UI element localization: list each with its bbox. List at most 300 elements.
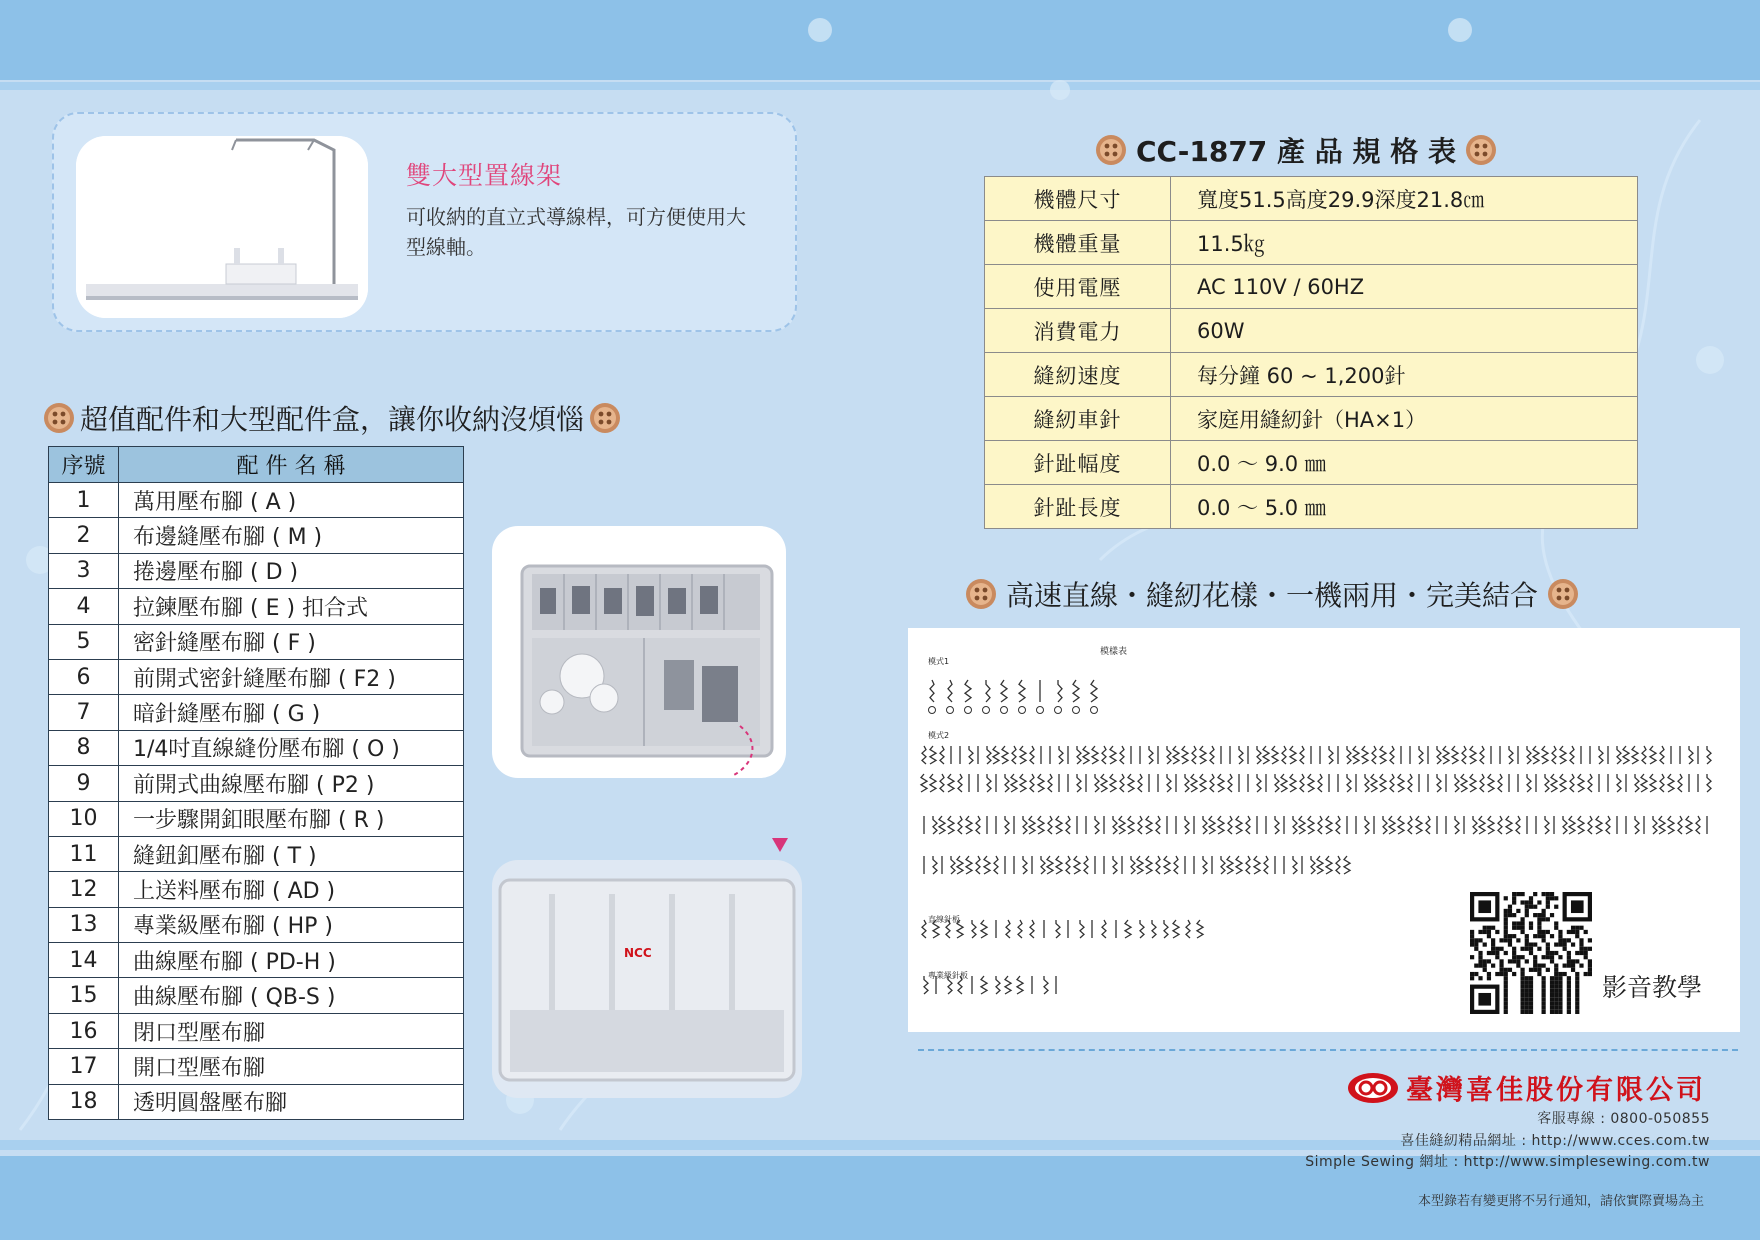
stitch-glyph bbox=[1473, 816, 1477, 834]
stitch-glyph bbox=[987, 746, 991, 764]
stitch-glyph bbox=[981, 976, 987, 994]
stitch-glyph bbox=[1365, 816, 1369, 834]
stitch-glyph bbox=[1617, 774, 1621, 792]
row-name: 上送料壓布腳 ( AD ) bbox=[119, 872, 464, 907]
stitch-glyph bbox=[1488, 774, 1494, 792]
thread-stand-card bbox=[52, 112, 797, 332]
stitch-glyph bbox=[969, 746, 973, 764]
spec-row bbox=[985, 397, 1638, 441]
stitch-glyph bbox=[930, 746, 936, 764]
stitch-glyph bbox=[1029, 816, 1035, 834]
stitch-glyph bbox=[1020, 746, 1026, 764]
table-row bbox=[49, 801, 464, 836]
row-name: 閉口型壓布腳 bbox=[119, 1013, 464, 1048]
stitch-glyph bbox=[1527, 746, 1531, 764]
stitch-glyph bbox=[1488, 816, 1494, 834]
row-name: 前開式曲線壓布腳 ( P2 ) bbox=[119, 766, 464, 801]
row-name: 一步驟開釦眼壓布腳 ( R ) bbox=[119, 801, 464, 836]
stitch-glyph bbox=[1455, 774, 1459, 792]
row-number: 13 bbox=[49, 907, 119, 942]
stitch-glyph bbox=[1560, 774, 1566, 792]
stitch-glyph bbox=[1246, 856, 1250, 874]
row-name: 開口型壓布腳 bbox=[119, 1049, 464, 1084]
stitch-glyph bbox=[1044, 976, 1048, 994]
stitch-glyph bbox=[1516, 816, 1520, 834]
stitch-glyph bbox=[1362, 746, 1368, 764]
stitch-glyph bbox=[1119, 816, 1125, 834]
row-number: 8 bbox=[49, 730, 119, 765]
stitch-glyph bbox=[1200, 774, 1206, 792]
spec-value: AC 110V / 60HZ bbox=[1171, 265, 1638, 309]
spec-value: 60W bbox=[1171, 309, 1638, 353]
row-name: 暗針縫壓布腳 ( G ) bbox=[119, 695, 464, 730]
stitch-glyph bbox=[1113, 856, 1117, 874]
spec-key: 機體尺寸 bbox=[985, 177, 1171, 221]
row-number: 15 bbox=[49, 978, 119, 1013]
stitch-glyph bbox=[1197, 920, 1203, 938]
stitch-glyph bbox=[1186, 920, 1190, 938]
simplesewing-website-link[interactable]: Simple Sewing 網址 : http://www.simplesewing.com.tw bbox=[1305, 1154, 1710, 1170]
spec-row bbox=[985, 309, 1638, 353]
stitch-glyph bbox=[1455, 816, 1459, 834]
stitch-glyph bbox=[1498, 774, 1502, 792]
stitch-glyph bbox=[1606, 816, 1610, 834]
stitch-glyph bbox=[1006, 920, 1010, 938]
spec-heading bbox=[1094, 130, 1498, 170]
stitch-glyph bbox=[1246, 816, 1250, 834]
straight-plate-label: 直線針板 bbox=[928, 915, 960, 924]
stitch-glyph bbox=[946, 920, 950, 938]
stitch-glyph bbox=[1077, 774, 1081, 792]
stitch-glyph bbox=[1641, 774, 1647, 792]
spec-value: 家庭用縫紉針（HA×1） bbox=[1171, 397, 1638, 441]
stitch-glyph bbox=[1023, 816, 1027, 834]
row-number: 11 bbox=[49, 836, 119, 871]
stitch-glyph bbox=[933, 856, 937, 874]
row-name: 萬用壓布腳 ( A ) bbox=[119, 483, 464, 518]
accessory-box-open-photo bbox=[492, 526, 786, 778]
stitch-glyph bbox=[1563, 816, 1567, 834]
stitch-glyph bbox=[1308, 774, 1314, 792]
stitch-glyph bbox=[1498, 816, 1502, 834]
stitch-glyph bbox=[1023, 856, 1027, 874]
stitch-glyph bbox=[1048, 774, 1052, 792]
stitch-glyph bbox=[1275, 774, 1279, 792]
thread-stand-photo bbox=[76, 136, 368, 318]
stitch-glyph bbox=[1210, 746, 1214, 764]
stitch-glyph bbox=[1311, 856, 1315, 874]
stitch-number-marker bbox=[1091, 707, 1098, 714]
stitch-glyph bbox=[1200, 746, 1206, 764]
stitch-glyph bbox=[1461, 774, 1467, 792]
spec-key: 針趾幅度 bbox=[985, 441, 1171, 485]
stitch-glyph bbox=[1005, 774, 1009, 792]
stitch-number-marker bbox=[1019, 707, 1026, 714]
stitch-glyph bbox=[1174, 856, 1178, 874]
stitch-glyph bbox=[1228, 774, 1232, 792]
pro-plate-label: 專業級針板 bbox=[928, 971, 968, 980]
stitch-glyph bbox=[1203, 856, 1207, 874]
spec-key: 針趾長度 bbox=[985, 485, 1171, 529]
stitch-glyph bbox=[1372, 746, 1376, 764]
stitch-glyph bbox=[972, 920, 976, 938]
stitch-glyph bbox=[1300, 774, 1304, 792]
spec-table-body bbox=[985, 177, 1638, 529]
stitch-glyph bbox=[1080, 920, 1084, 938]
stitch-glyph bbox=[1689, 746, 1693, 764]
stitch-glyph bbox=[1326, 816, 1332, 834]
table-row bbox=[49, 836, 464, 871]
stitch-glyph bbox=[1173, 746, 1179, 764]
spec-value: 0.0 ～ 5.0 ㎜ bbox=[1171, 485, 1638, 529]
stitch-glyph bbox=[921, 774, 927, 792]
stitch-glyph bbox=[981, 920, 987, 938]
stitch-glyph bbox=[1239, 746, 1243, 764]
stitch-number-marker bbox=[965, 707, 972, 714]
stitch-number-marker bbox=[1073, 707, 1080, 714]
stitch-glyph bbox=[1095, 816, 1099, 834]
spec-key: 機體重量 bbox=[985, 221, 1171, 265]
table-row bbox=[49, 695, 464, 730]
stitch-glyph bbox=[1635, 816, 1639, 834]
stitch-glyph bbox=[1012, 746, 1016, 764]
accessories-table-body bbox=[49, 483, 464, 1120]
stitch-glyph bbox=[1437, 746, 1441, 764]
video-tutorial-label: 影音教學 bbox=[1602, 973, 1703, 1002]
spec-title: CC-1877 產 品 規 格 表 bbox=[1136, 135, 1457, 168]
stitch-glyph bbox=[1588, 774, 1592, 792]
stitch-glyph bbox=[1167, 774, 1171, 792]
stitch-glyph bbox=[1113, 816, 1117, 834]
stitch-glyph bbox=[1128, 774, 1134, 792]
stitch-glyph bbox=[1030, 920, 1034, 938]
stitch-glyph bbox=[1696, 816, 1700, 834]
accessories-heading-text: 超值配件和大型配件盒，讓你收納沒煩惱 bbox=[80, 403, 585, 436]
stitch-glyph bbox=[1398, 816, 1404, 834]
stitch-glyph bbox=[1077, 746, 1081, 764]
stitch-glyph bbox=[1596, 816, 1602, 834]
stitch-glyph bbox=[958, 774, 962, 792]
stitch-glyph bbox=[1480, 774, 1484, 792]
row-name: 拉鍊壓布腳 ( E ) 扣合式 bbox=[119, 589, 464, 624]
stitch-glyph bbox=[1056, 816, 1062, 834]
stitch-glyph bbox=[1707, 746, 1711, 764]
row-number: 3 bbox=[49, 553, 119, 588]
stitch-glyph bbox=[1290, 774, 1296, 792]
stitch-glyph bbox=[1102, 920, 1106, 938]
table-row bbox=[49, 1013, 464, 1048]
stitch-glyph bbox=[1264, 856, 1268, 874]
stitch-glyph bbox=[1380, 746, 1386, 764]
table-row bbox=[49, 553, 464, 588]
mode1-label: 模式1 bbox=[928, 657, 950, 666]
stitch-number-marker bbox=[1037, 707, 1044, 714]
stitch-glyph bbox=[966, 856, 972, 874]
stitch-glyph bbox=[993, 746, 999, 764]
mode2-label: 模式2 bbox=[928, 731, 950, 740]
stitch-glyph bbox=[1137, 856, 1143, 874]
stitch-glyph bbox=[1164, 856, 1170, 874]
stitch-glyph bbox=[986, 680, 990, 702]
stitch-number-marker bbox=[1001, 707, 1008, 714]
stitch-glyph bbox=[1030, 746, 1034, 764]
stitch-glyph bbox=[1660, 774, 1664, 792]
table-row bbox=[49, 518, 464, 553]
patterns-heading-text: 高速直線・縫紉花樣・一機兩用・完美結合 bbox=[1006, 579, 1539, 612]
stitch-glyph bbox=[1659, 816, 1665, 834]
stitch-glyph bbox=[1542, 746, 1548, 764]
spec-key: 消費電力 bbox=[985, 309, 1171, 353]
stitch-glyph bbox=[1164, 920, 1168, 938]
accessory-box-closed-photo bbox=[492, 860, 802, 1098]
stitch-glyph bbox=[1030, 774, 1034, 792]
stitch-glyph bbox=[933, 816, 937, 834]
stitch-glyph bbox=[1156, 816, 1160, 834]
stitch-glyph bbox=[1426, 816, 1430, 834]
stitch-glyph bbox=[948, 976, 952, 994]
cces-website-link[interactable]: 喜佳縫紉精品網址 : http://www.cces.com.tw bbox=[1400, 1133, 1710, 1149]
stitch-number-marker bbox=[929, 707, 936, 714]
stitch-glyph bbox=[1380, 774, 1386, 792]
stitch-glyph bbox=[1578, 774, 1584, 792]
stitch-glyph bbox=[1058, 680, 1062, 702]
spec-row bbox=[985, 265, 1638, 309]
row-name: 前開式密針縫壓布腳 ( F2 ) bbox=[119, 659, 464, 694]
stitch-glyph bbox=[1282, 746, 1286, 764]
stitch-glyph bbox=[1149, 746, 1153, 764]
spec-row bbox=[985, 221, 1638, 265]
stitch-glyph bbox=[1140, 920, 1144, 938]
row-number: 1 bbox=[49, 483, 119, 518]
stitch-glyph bbox=[930, 774, 936, 792]
stitch-glyph bbox=[1173, 920, 1179, 938]
stitch-glyph bbox=[1551, 774, 1557, 792]
stitch-glyph bbox=[1101, 774, 1107, 792]
stitch-glyph bbox=[1038, 816, 1044, 834]
qr-code-icon[interactable] bbox=[1470, 892, 1592, 1014]
stitch-glyph bbox=[1533, 746, 1539, 764]
stitch-glyph bbox=[933, 920, 939, 938]
stitch-glyph bbox=[1635, 774, 1639, 792]
spec-value: 11.5㎏ bbox=[1171, 221, 1638, 265]
stitch-glyph bbox=[1462, 746, 1466, 764]
button-icon bbox=[42, 401, 76, 435]
stitch-glyph bbox=[1092, 746, 1098, 764]
stitch-glyph bbox=[1192, 746, 1196, 764]
stitch-glyph bbox=[1073, 680, 1079, 702]
row-number: 18 bbox=[49, 1084, 119, 1119]
button-icon bbox=[1546, 577, 1580, 611]
stitch-glyph bbox=[1048, 816, 1052, 834]
stitch-glyph bbox=[1588, 816, 1592, 834]
row-name: 密針縫壓布腳 ( F ) bbox=[119, 624, 464, 659]
stitch-glyph bbox=[1254, 856, 1260, 874]
stitch-glyph bbox=[1452, 746, 1458, 764]
stitch-glyph bbox=[1185, 816, 1189, 834]
stitch-glyph bbox=[1263, 746, 1269, 764]
row-name: 曲線壓布腳 ( QB-S ) bbox=[119, 978, 464, 1013]
spec-row bbox=[985, 485, 1638, 529]
stitch-glyph bbox=[1182, 746, 1188, 764]
row-name: 布邊縫壓布腳 ( M ) bbox=[119, 518, 464, 553]
pattern-chart-title: 模樣表 bbox=[1100, 647, 1128, 657]
stitch-glyph bbox=[1578, 816, 1584, 834]
spec-key: 縫紉車針 bbox=[985, 397, 1171, 441]
button-icon bbox=[588, 401, 622, 435]
row-number: 6 bbox=[49, 659, 119, 694]
stitch-glyph bbox=[948, 774, 954, 792]
table-row bbox=[49, 907, 464, 942]
stitch-glyph bbox=[1443, 746, 1449, 764]
divider bbox=[918, 1049, 1738, 1051]
stitch-glyph bbox=[948, 680, 952, 702]
stitch-glyph bbox=[1018, 920, 1022, 938]
stitch-glyph bbox=[987, 774, 991, 792]
row-number: 4 bbox=[49, 589, 119, 624]
stitch-glyph bbox=[1419, 746, 1423, 764]
stitch-glyph bbox=[1002, 746, 1008, 764]
stitch-glyph bbox=[1281, 774, 1287, 792]
stitch-glyph bbox=[1552, 746, 1556, 764]
stitch-glyph bbox=[939, 816, 945, 834]
spec-key: 使用電壓 bbox=[985, 265, 1171, 309]
stitch-glyph bbox=[1056, 920, 1060, 938]
spec-row bbox=[985, 177, 1638, 221]
stitch-glyph bbox=[1678, 816, 1682, 834]
stitch-glyph bbox=[1047, 856, 1053, 874]
stitch-glyph bbox=[1390, 746, 1394, 764]
stitch-glyph bbox=[1209, 816, 1215, 834]
patterns-heading bbox=[964, 574, 1580, 614]
stitch-glyph bbox=[1317, 856, 1323, 874]
stitch-glyph bbox=[1005, 816, 1009, 834]
stitch-glyph bbox=[1128, 816, 1134, 834]
row-name: 專業級壓布腳 ( HP ) bbox=[119, 907, 464, 942]
header-name: 配 件 名 稱 bbox=[119, 447, 464, 483]
stitch-glyph bbox=[1398, 774, 1404, 792]
row-number: 2 bbox=[49, 518, 119, 553]
stitch-glyph bbox=[1365, 774, 1369, 792]
stitch-glyph bbox=[1353, 746, 1359, 764]
arrow-icon bbox=[772, 838, 788, 852]
stitch-glyph bbox=[1560, 746, 1566, 764]
company-logo-icon bbox=[1346, 1071, 1400, 1105]
stitch-glyph bbox=[1083, 746, 1089, 764]
stitch-glyph bbox=[957, 856, 963, 874]
thread-stand-description: 可收納的直立式導線桿，可方便使用大型線軸。 bbox=[406, 205, 746, 259]
stitch-glyph bbox=[1146, 856, 1152, 874]
stitch-glyph bbox=[1570, 746, 1574, 764]
stitch-glyph bbox=[1479, 816, 1485, 834]
stitch-glyph bbox=[1120, 774, 1124, 792]
stitch-glyph bbox=[1059, 746, 1063, 764]
row-name: 透明圓盤壓布腳 bbox=[119, 1084, 464, 1119]
row-name: 捲邊壓布腳 ( D ) bbox=[119, 553, 464, 588]
accessories-table bbox=[48, 446, 464, 1120]
spec-table bbox=[984, 176, 1638, 529]
stitch-glyph bbox=[924, 976, 928, 994]
company-name bbox=[1346, 1068, 1706, 1107]
stitch-glyph bbox=[1623, 746, 1629, 764]
stitch-glyph bbox=[1095, 774, 1099, 792]
stitch-glyph bbox=[1120, 746, 1124, 764]
stitch-glyph bbox=[957, 920, 963, 938]
stitch-number-marker bbox=[983, 707, 990, 714]
row-number: 17 bbox=[49, 1049, 119, 1084]
row-number: 16 bbox=[49, 1013, 119, 1048]
stitch-glyph bbox=[1066, 856, 1070, 874]
stitch-glyph bbox=[958, 976, 962, 994]
stitch-glyph bbox=[1293, 856, 1297, 874]
stitch-glyph bbox=[1371, 774, 1377, 792]
stitch-glyph bbox=[1272, 746, 1278, 764]
stitch-glyph bbox=[1509, 746, 1513, 764]
stitch-glyph bbox=[1344, 856, 1350, 874]
stitch-glyph bbox=[1632, 746, 1638, 764]
stitch-glyph bbox=[1329, 746, 1333, 764]
stitch-glyph bbox=[1617, 746, 1621, 764]
table-row bbox=[49, 872, 464, 907]
stitch-glyph bbox=[1017, 976, 1023, 994]
stitch-glyph bbox=[1318, 774, 1322, 792]
stitch-glyph bbox=[1138, 774, 1142, 792]
stitch-glyph bbox=[1236, 856, 1242, 874]
stitch-glyph bbox=[976, 856, 980, 874]
stitch-glyph bbox=[976, 816, 980, 834]
stitch-glyph bbox=[930, 680, 934, 702]
stitch-glyph bbox=[1336, 856, 1340, 874]
stitch-glyph bbox=[1236, 816, 1242, 834]
stitch-glyph bbox=[1389, 816, 1395, 834]
stitch-glyph bbox=[1599, 746, 1603, 764]
stitch-glyph bbox=[1570, 774, 1574, 792]
button-icon bbox=[964, 577, 998, 611]
stitch-glyph bbox=[1668, 774, 1674, 792]
button-icon bbox=[1094, 133, 1128, 167]
stitch-glyph bbox=[1678, 774, 1682, 792]
stitch-glyph bbox=[1290, 746, 1296, 764]
stitch-glyph bbox=[1275, 816, 1279, 834]
stitch-glyph bbox=[1056, 856, 1062, 874]
spec-key: 縫紉速度 bbox=[985, 353, 1171, 397]
stitch-glyph bbox=[1084, 856, 1088, 874]
stitch-glyph bbox=[1299, 816, 1305, 834]
stitch-glyph bbox=[1091, 680, 1097, 702]
spec-row bbox=[985, 441, 1638, 485]
stitch-glyph bbox=[1686, 816, 1692, 834]
table-row bbox=[49, 659, 464, 694]
stitch-glyph bbox=[1138, 816, 1142, 834]
stitch-glyph bbox=[922, 746, 926, 764]
stitch-number-marker bbox=[947, 707, 954, 714]
spec-row bbox=[985, 353, 1638, 397]
stitch-glyph bbox=[1005, 976, 1011, 994]
disclaimer-note: 本型錄若有變更將不另行通知，請依實際賣場為主 bbox=[1417, 1194, 1704, 1209]
table-row bbox=[49, 730, 464, 765]
table-row bbox=[49, 978, 464, 1013]
stitch-glyph bbox=[1041, 856, 1045, 874]
stitch-glyph bbox=[996, 976, 1000, 994]
stitch-glyph bbox=[1110, 774, 1116, 792]
stitch-glyph bbox=[1131, 856, 1135, 874]
stitch-glyph bbox=[1326, 856, 1332, 874]
stitch-glyph bbox=[1074, 856, 1080, 874]
stitch-glyph bbox=[1707, 774, 1711, 792]
stitch-glyph bbox=[1185, 774, 1189, 792]
stitch-glyph bbox=[1001, 680, 1007, 702]
stitch-glyph bbox=[1066, 816, 1070, 834]
thread-stand-title: 雙大型置線架 bbox=[406, 161, 563, 190]
